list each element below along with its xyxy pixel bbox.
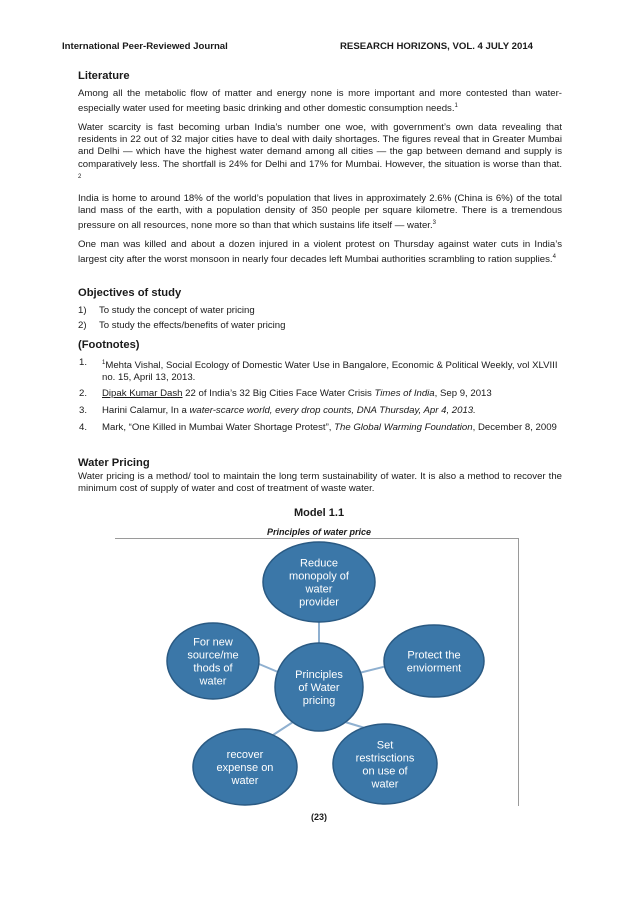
objectives-heading: Objectives of study	[78, 287, 182, 299]
model-title: Model 1.1	[293, 507, 345, 519]
node-new-source	[167, 623, 259, 699]
objective-item: 1) To study the concept of water pricing	[78, 305, 255, 316]
diagram-connector	[359, 666, 387, 673]
literature-paragraph-3: India is home to around 18% of the world’s population that lives in approximately 2.6% (China is 6%) of the total land mass of the earth, with a population density of 350 people per square kilometre. There is a tremendous pressure on all resources, none more so than that which sustains life itself — water.$^3$	[78, 193, 562, 232]
center-node	[275, 643, 363, 731]
literature-heading: Literature	[78, 70, 130, 82]
water-pricing-heading: Water Pricing	[78, 457, 150, 469]
footnote-2: 2. Dipak Kumar Dash 22 of India’s 32 Big Cities Face Water Crisis Times of India, Sep 9, 2013	[79, 388, 492, 399]
model-subtitle: Principles of water price	[266, 527, 372, 537]
journal-name: International Peer-Reviewed Journal	[62, 41, 228, 52]
node-new-source-label: For new source/me thods of water	[187, 636, 239, 688]
node-protect-environment-label: Protect the enviorment	[406, 649, 462, 675]
node-recover-expense	[193, 729, 297, 805]
footnote-1: 1. $^1$Mehta Vishal, Social Ecology of Domestic Water Use in Bangalore, Economic & Political Weekly, vol XLVIII no. 15, April 13, 2013.	[79, 357, 558, 384]
journal-issue: RESEARCH HORIZONS, VOL. 4 JULY 2014	[340, 41, 533, 52]
node-reduce-monopoly	[263, 542, 375, 622]
page-number: (23)	[310, 812, 327, 822]
node-protect-environment	[384, 625, 484, 697]
diagram-connector	[345, 722, 365, 728]
literature-paragraph-2: Water scarcity is fast becoming urban India’s number one woe, with government’s own data revealing that residents in 22 out of 32 major cities have to deal with daily shortages. The figures reveal that in Greater Mumbai and Delhi — which have the highest water demand among all cities — the gap between demand and supply is comparatively less. The shortfall is 24% for Delhi and 17% for Mumbai. However, the situation is worse than that. $^2$	[78, 122, 562, 180]
diagram-connector	[273, 722, 293, 735]
literature-paragraph-1: Among all the metabolic flow of matter and energy none is more important and more contested than water-especially water used for meeting basic drinking and other domestic consumption needs.$^1$	[78, 88, 562, 115]
footnote-4: 4. Mark, “One Killed in Mumbai Water Shortage Protest”, The Global Warming Foundation, December 8, 2009	[79, 422, 557, 433]
water-pricing-paragraph: Water pricing is a method/ tool to maintain the long term sustainability of water. It is also a method to recover the minimum cost of supply of water and cost of treatment of waste water.	[78, 471, 562, 495]
objective-item: 2) To study the effects/benefits of water pricing	[78, 320, 286, 331]
footnotes-heading: (Footnotes)	[78, 339, 140, 351]
water-price-diagram	[115, 538, 519, 830]
footnote-2-author-link[interactable]: Dipak Kumar Dash	[102, 388, 183, 399]
footnote-3: 3. Harini Calamur, In a water-scarce world, every drop counts, DNA Thursday, Apr 4, 2013.	[79, 405, 476, 416]
center-node-label: Principles of Water pricing	[295, 669, 343, 707]
node-set-restrictions-label: Set restrisctions on use of water	[355, 739, 415, 791]
diagram-connector	[259, 664, 278, 672]
literature-paragraph-4: One man was killed and about a dozen injured in a violent protest on Thursday against water cuts in India’s largest city after the worst monsoon in nearly four decades left Mumbai authorities scrambling to ration supplies.$^4$	[78, 239, 562, 266]
node-reduce-monopoly-label: Reduce monopoly of water provider	[289, 557, 349, 609]
node-recover-expense-label: recover expense on water	[216, 749, 274, 787]
node-set-restrictions	[333, 724, 437, 804]
